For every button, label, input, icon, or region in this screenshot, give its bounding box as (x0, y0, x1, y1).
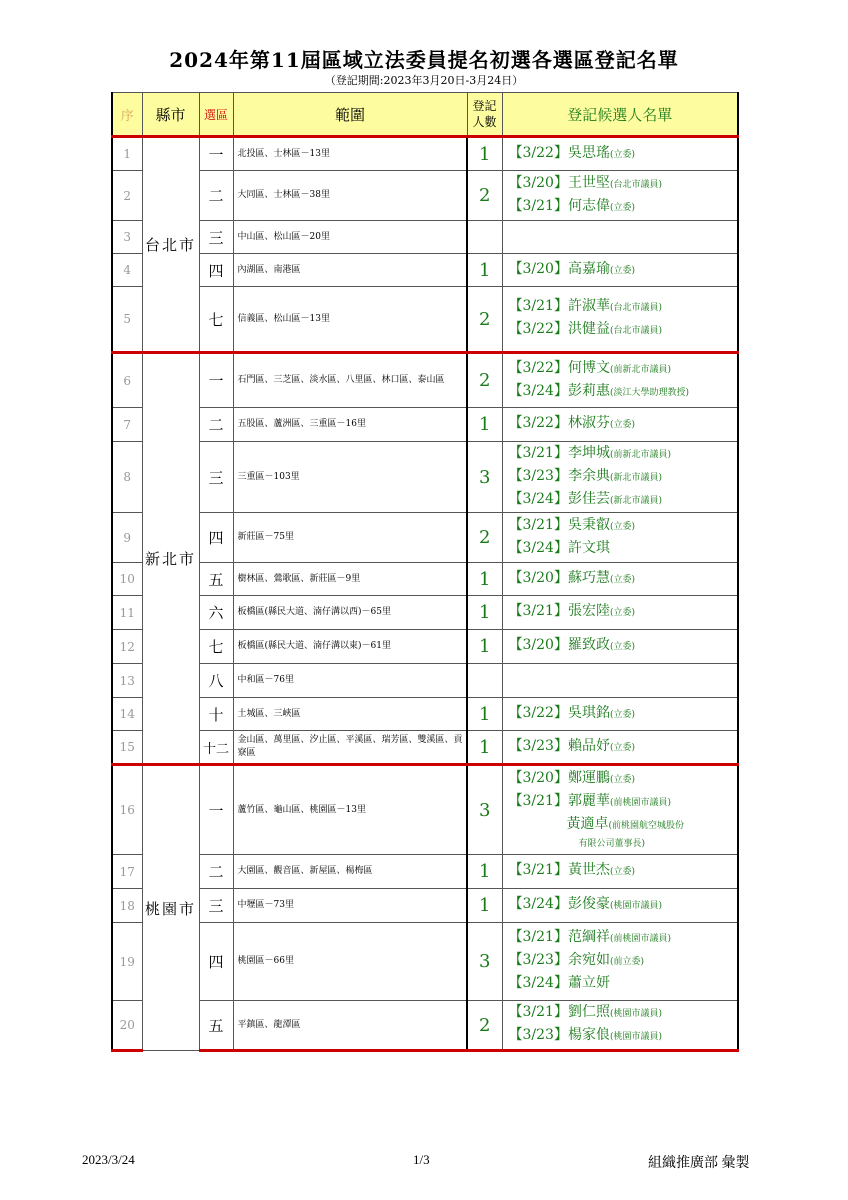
table-row (112, 353, 738, 408)
candidate-list (502, 221, 738, 254)
candidate-list (502, 596, 738, 630)
header-city: 縣市 (142, 93, 199, 137)
table-row (112, 442, 738, 513)
table-row (112, 923, 738, 1001)
candidate-title: (台北市議員) (609, 303, 662, 313)
district-scope: 蘆竹區、龜山區、桃園區－13里 (233, 765, 467, 855)
footer-department: 組織推廣部 彙製 (648, 1156, 750, 1171)
row-number: 11 (112, 596, 142, 630)
registration-date: 【3/22】 (508, 144, 568, 161)
candidate-title: (立委) (609, 149, 635, 160)
candidate-title: (立委) (609, 775, 635, 785)
registration-count: 2 (467, 171, 502, 221)
registration-date: 【3/20】 (508, 770, 568, 786)
candidate-title: (立委) (609, 202, 635, 213)
candidate-name: 李坤城 (567, 444, 610, 461)
candidate-entry (509, 927, 738, 950)
candidate-entry (509, 259, 738, 282)
district-number: 六 (199, 596, 233, 630)
candidate-name: 高嘉瑜 (567, 260, 610, 277)
district-scope: 五股區、蘆洲區、三重區－16里 (233, 408, 467, 442)
table-row (112, 137, 738, 171)
candidate-name: 何博文 (567, 359, 610, 376)
candidate-name: 李余典 (567, 467, 610, 484)
candidate-title: (台北市議員) (609, 179, 662, 190)
district-number: 一 (199, 765, 233, 855)
row-number: 7 (112, 408, 142, 442)
candidate-entry (509, 489, 738, 512)
candidate-name: 賴品妤 (567, 737, 610, 754)
candidate-list (502, 889, 738, 923)
candidate-entry (509, 860, 738, 883)
table-row (112, 630, 738, 664)
header-count (467, 93, 502, 137)
district-scope: 中山區、松山區－20里 (233, 221, 467, 254)
district-number: 四 (199, 513, 233, 563)
district-scope: 中和區－76里 (233, 664, 467, 698)
candidate-entry (509, 381, 738, 404)
table-row (112, 563, 738, 596)
candidate-entry (509, 538, 738, 561)
candidate-entry (509, 703, 738, 726)
district-number: 五 (199, 563, 233, 596)
candidate-name: 彭佳芸 (567, 490, 610, 507)
row-number: 5 (112, 287, 142, 353)
candidate-title: (立委) (609, 642, 635, 652)
registration-date: 【3/24】 (508, 382, 568, 399)
registration-count: 1 (467, 630, 502, 664)
row-number: 6 (112, 353, 142, 408)
footer-page-number: 1/3 (413, 1152, 430, 1167)
city-name: 新北市 (142, 353, 199, 765)
candidate-title: (立委) (609, 709, 635, 720)
candidate-entry (509, 894, 738, 917)
district-scope: 內湖區、南港區 (233, 254, 467, 287)
row-number: 16 (112, 765, 142, 855)
registration-date: 【3/22】 (508, 704, 568, 721)
district-scope: 大同區、士林區－38里 (233, 171, 467, 221)
candidate-name: 楊家俍 (567, 1027, 610, 1043)
candidate-name: 郭麗華 (567, 793, 610, 809)
registration-date: 【3/21】 (508, 197, 568, 214)
registration-count: 2 (467, 287, 502, 353)
district-number: 七 (199, 287, 233, 353)
district-scope: 平鎮區、龍潭區 (233, 1001, 467, 1051)
district-number: 七 (199, 630, 233, 664)
candidate-name: 鄭運鵬 (567, 770, 610, 786)
district-scope: 三重區－103里 (233, 442, 467, 513)
candidate-list (502, 664, 738, 698)
candidate-title: (前桃園市議員) (609, 798, 671, 808)
registration-date: 【3/22】 (508, 415, 568, 431)
candidate-name: 吳思瑤 (567, 144, 610, 161)
candidate-list (502, 731, 738, 765)
candidate-list (502, 630, 738, 664)
candidate-title-continued: 有限公司董事長) (578, 839, 646, 849)
table-row (112, 731, 738, 765)
candidate-entry (509, 443, 738, 466)
candidate-title: (立委) (609, 574, 635, 585)
candidate-entry (509, 1025, 738, 1048)
city-name: 桃園市 (142, 765, 199, 1051)
candidate-name: 余宛如 (567, 952, 610, 968)
candidate-title: (前新北市議員) (609, 449, 671, 460)
table-row (112, 765, 738, 855)
candidate-entry (509, 1002, 738, 1025)
candidate-entry (509, 814, 738, 837)
candidate-name: 吳琪銘 (567, 704, 610, 721)
candidate-entry (509, 173, 738, 196)
candidate-table (111, 92, 739, 1052)
candidate-entry (509, 413, 738, 436)
candidate-name: 彭莉惠 (567, 382, 610, 399)
registration-date: 【3/24】 (508, 539, 568, 556)
district-number: 二 (199, 408, 233, 442)
district-number: 四 (199, 923, 233, 1001)
candidate-title: (立委) (609, 608, 635, 618)
district-scope: 板橋區(縣民大道、湳仔溝以東)－61里 (233, 630, 467, 664)
registration-date: 【3/24】 (508, 975, 568, 991)
candidate-name: 吳秉叡 (567, 516, 610, 533)
candidate-title: (桃園市議員) (609, 901, 662, 911)
registration-date: 【3/22】 (508, 359, 568, 376)
district-number: 三 (199, 221, 233, 254)
candidate-name: 洪健益 (567, 321, 610, 337)
district-scope: 桃園區－66里 (233, 923, 467, 1001)
district-scope: 金山區、萬里區、汐止區、平溪區、瑞芳區、雙溪區、貢寮區 (233, 731, 467, 765)
candidate-entry (509, 736, 738, 759)
candidate-name: 范綱祥 (567, 929, 610, 945)
district-scope: 大園區、觀音區、新屋區、楊梅區 (233, 855, 467, 889)
district-scope: 中壢區－73里 (233, 889, 467, 923)
candidate-title: (立委) (609, 742, 635, 753)
registration-count: 1 (467, 408, 502, 442)
table-row (112, 254, 738, 287)
district-number: 一 (199, 353, 233, 408)
district-number: 五 (199, 1001, 233, 1051)
row-number: 20 (112, 1001, 142, 1051)
registration-date: 【3/20】 (508, 260, 568, 277)
candidate-name: 羅致政 (567, 637, 610, 653)
registration-count: 3 (467, 442, 502, 513)
candidate-entry (509, 601, 738, 624)
header-count-line2: 人數 (472, 115, 497, 129)
candidate-list (502, 698, 738, 731)
row-number: 19 (112, 923, 142, 1001)
candidate-entry (509, 466, 738, 489)
candidate-title: (淡江大學助理教授) (609, 387, 689, 398)
footer-date: 2023/3/24 (82, 1152, 135, 1167)
row-number: 1 (112, 137, 142, 171)
row-number: 15 (112, 731, 142, 765)
row-number: 10 (112, 563, 142, 596)
candidate-name: 林淑芬 (567, 415, 610, 431)
registration-count: 1 (467, 855, 502, 889)
row-number: 17 (112, 855, 142, 889)
candidate-entry (509, 196, 738, 219)
candidate-title: (前新北市議員) (609, 364, 671, 375)
candidate-entry (509, 973, 738, 996)
district-scope: 北投區、士林區－13里 (233, 137, 467, 171)
registration-date: 【3/23】 (508, 952, 568, 968)
candidate-title: (新北市議員) (609, 495, 662, 506)
registration-date: 【3/21】 (508, 862, 568, 878)
registration-count: 1 (467, 137, 502, 171)
candidate-list (502, 442, 738, 513)
registration-count: 1 (467, 698, 502, 731)
candidate-list (502, 513, 738, 563)
table-row (112, 171, 738, 221)
row-number: 2 (112, 171, 142, 221)
registration-date: 【3/23】 (508, 737, 568, 754)
candidate-entry (509, 296, 738, 319)
page-title: 2024年第11屆區域立法委員提名初選各選區登記名單 (169, 48, 679, 72)
registration-date: 【3/23】 (508, 1027, 568, 1043)
registration-date: 【3/23】 (508, 467, 568, 484)
candidate-name: 彭俊豪 (567, 896, 610, 912)
row-number: 18 (112, 889, 142, 923)
candidate-list (502, 287, 738, 353)
candidate-list (502, 408, 738, 442)
candidate-entry (509, 143, 738, 166)
district-scope: 石門區、三芝區、淡水區、八里區、林口區、泰山區 (233, 353, 467, 408)
registration-count: 1 (467, 731, 502, 765)
registration-count (467, 664, 502, 698)
registration-count: 1 (467, 254, 502, 287)
registration-date: 【3/21】 (508, 793, 568, 809)
candidate-list (502, 353, 738, 408)
row-number: 3 (112, 221, 142, 254)
registration-date: 【3/21】 (508, 298, 568, 314)
candidate-entry (509, 319, 738, 342)
candidate-title: (新北市議員) (609, 472, 662, 483)
candidate-list (502, 563, 738, 596)
registration-date: 【3/21】 (508, 603, 568, 619)
table-row (112, 855, 738, 889)
table-row (112, 596, 738, 630)
table-row (112, 408, 738, 442)
candidate-name: 許淑華 (567, 298, 610, 314)
header-scope: 範圍 (233, 93, 467, 137)
candidate-list (502, 855, 738, 889)
header-candidates: 登記候選人名單 (502, 93, 738, 137)
district-scope: 新莊區－75里 (233, 513, 467, 563)
candidate-list (502, 171, 738, 221)
district-number: 四 (199, 254, 233, 287)
registration-date: 【3/20】 (508, 637, 568, 653)
candidate-name: 劉仁照 (567, 1004, 610, 1020)
candidate-name: 王世堅 (567, 174, 610, 191)
table-row (112, 513, 738, 563)
candidate-title: (前桃園航空城股份 (608, 821, 685, 831)
candidate-entry (509, 768, 738, 791)
registration-count: 2 (467, 1001, 502, 1051)
candidate-entry (509, 635, 738, 658)
row-number: 4 (112, 254, 142, 287)
row-number: 9 (112, 513, 142, 563)
registration-date: 【3/21】 (508, 929, 568, 945)
district-scope: 信義區、松山區－13里 (233, 287, 467, 353)
district-scope: 樹林區、鶯歌區、新莊區－9里 (233, 563, 467, 596)
registration-count: 1 (467, 596, 502, 630)
registration-date: 【3/21】 (508, 1004, 568, 1020)
district-scope: 土城區、三峽區 (233, 698, 467, 731)
registration-count: 1 (467, 563, 502, 596)
header-no: 序 (112, 93, 142, 137)
row-number: 14 (112, 698, 142, 731)
row-number: 12 (112, 630, 142, 664)
district-number: 十 (199, 698, 233, 731)
table-row (112, 889, 738, 923)
table-row (112, 221, 738, 254)
candidate-title: (前桃園市議員) (609, 934, 671, 944)
candidate-title: (立委) (609, 521, 635, 532)
registration-date: 【3/24】 (508, 490, 568, 507)
district-scope: 板橋區(縣民大道、湳仔溝以西)－65里 (233, 596, 467, 630)
header-district: 選區 (199, 93, 233, 137)
registration-date: 【3/21】 (508, 444, 568, 461)
table-header-row (112, 93, 738, 137)
district-number: 一 (199, 137, 233, 171)
candidate-list (502, 923, 738, 1001)
candidate-entry (509, 950, 738, 973)
candidate-entry (509, 791, 738, 814)
candidate-name: 黃世杰 (567, 862, 610, 878)
table-body (112, 137, 738, 1051)
table-row (112, 698, 738, 731)
candidate-title: (前立委) (609, 957, 644, 967)
row-number: 8 (112, 442, 142, 513)
header-count-line1: 登記 (472, 99, 497, 113)
candidate-title: (立委) (609, 265, 635, 276)
candidate-title: (立委) (609, 420, 635, 430)
candidate-name: 蕭立妍 (567, 975, 610, 991)
candidate-title: (桃園市議員) (609, 1032, 662, 1042)
candidate-entry (509, 568, 738, 591)
candidate-name: 許文琪 (567, 539, 610, 556)
registration-count: 2 (467, 353, 502, 408)
table-row (112, 1001, 738, 1051)
district-number: 十二 (199, 731, 233, 765)
registration-count: 1 (467, 889, 502, 923)
district-number: 二 (199, 171, 233, 221)
candidate-name: 黃適卓 (566, 816, 609, 832)
registration-count (467, 221, 502, 254)
candidate-name: 何志偉 (567, 197, 610, 214)
table-row (112, 664, 738, 698)
candidate-title: (台北市議員) (609, 326, 662, 336)
district-number: 三 (199, 442, 233, 513)
candidate-entry (509, 358, 738, 381)
candidate-list (502, 254, 738, 287)
district-number: 二 (199, 855, 233, 889)
district-number: 三 (199, 889, 233, 923)
candidate-title: (立委) (609, 867, 635, 877)
candidate-name: 張宏陸 (567, 603, 610, 619)
registration-count: 2 (467, 513, 502, 563)
candidate-title: (桃園市議員) (609, 1009, 662, 1019)
district-number: 八 (199, 664, 233, 698)
registration-date: 【3/20】 (508, 569, 568, 586)
registration-date: 【3/21】 (508, 516, 568, 533)
candidate-list (502, 1001, 738, 1051)
row-number: 13 (112, 664, 142, 698)
table-row (112, 287, 738, 353)
city-name: 台北市 (142, 137, 199, 353)
registration-date: 【3/24】 (508, 896, 568, 912)
registration-count: 3 (467, 765, 502, 855)
registration-date: 【3/22】 (508, 321, 568, 337)
registration-date: 【3/20】 (508, 174, 568, 191)
candidate-list (502, 765, 738, 855)
candidate-entry (509, 515, 738, 538)
registration-period: （登記期間:2023年3月20日-3月24日） (324, 74, 524, 87)
candidate-name: 蘇巧慧 (567, 569, 610, 586)
registration-count: 3 (467, 923, 502, 1001)
candidate-list (502, 137, 738, 171)
